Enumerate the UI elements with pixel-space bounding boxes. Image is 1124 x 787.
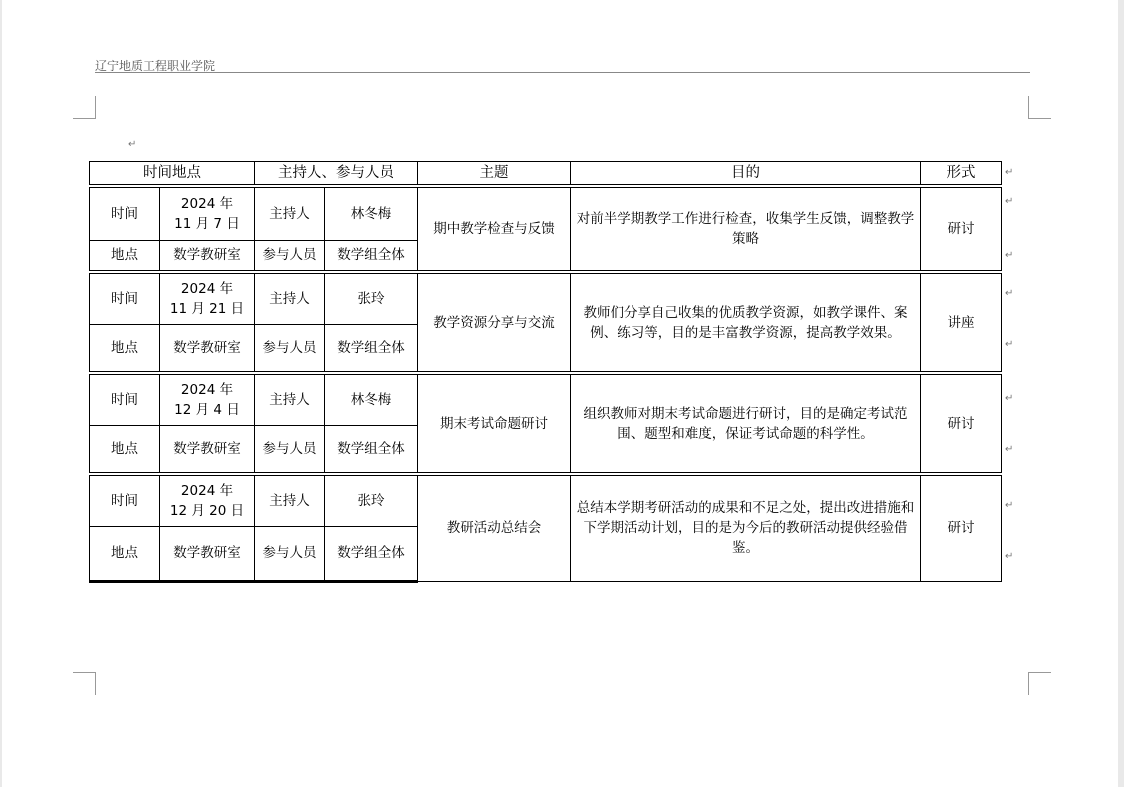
date-cell bbox=[160, 272, 255, 324]
host-name: 林冬梅 bbox=[325, 373, 418, 425]
place-name: 数学教研室 bbox=[160, 240, 255, 272]
table-row bbox=[90, 474, 1002, 526]
topic-cell: 期末考试命题研讨 bbox=[418, 373, 571, 474]
date-year: 2024 年 bbox=[180, 195, 234, 212]
crop-mark-bottom-right bbox=[1028, 672, 1051, 695]
column-header: 目的 bbox=[571, 162, 921, 187]
paragraph-mark-icon: ↵ bbox=[1005, 500, 1014, 511]
participants-label: 参与人员 bbox=[255, 240, 325, 272]
participants-name: 数学组全体 bbox=[325, 324, 418, 373]
host-label: 主持人 bbox=[255, 474, 325, 526]
format-cell: 研讨 bbox=[921, 474, 1002, 581]
table-row bbox=[90, 186, 1002, 240]
paragraph-mark-icon: ↵ bbox=[1005, 444, 1014, 455]
purpose-cell: 对前半学期教学工作进行检查，收集学生反馈，调整教学策略 bbox=[571, 186, 921, 272]
place-name: 数学教研室 bbox=[160, 324, 255, 373]
paragraph-mark-icon: ↵ bbox=[1005, 196, 1014, 207]
document-page bbox=[2, 0, 1118, 787]
host-label: 主持人 bbox=[255, 373, 325, 425]
place-label: 地点 bbox=[90, 425, 160, 474]
date-day: 11 月 7 日 bbox=[174, 215, 240, 232]
purpose-cell: 组织教师对期末考试命题进行研讨，目的是确定考试范围、题型和难度，保证考试命题的科学性。 bbox=[571, 373, 921, 474]
date-cell bbox=[160, 373, 255, 425]
date-year: 2024 年 bbox=[180, 280, 234, 297]
column-header: 形式 bbox=[921, 162, 1002, 187]
column-header: 主持人、参与人员 bbox=[255, 162, 418, 187]
date-day: 12 月 20 日 bbox=[169, 502, 245, 519]
paragraph-mark-icon: ↵ bbox=[1005, 288, 1014, 299]
participants-label: 参与人员 bbox=[255, 425, 325, 474]
date-day: 12 月 4 日 bbox=[174, 401, 240, 418]
table-row bbox=[90, 373, 1002, 425]
topic-cell: 教研活动总结会 bbox=[418, 474, 571, 581]
time-label: 时间 bbox=[90, 272, 160, 324]
table-row bbox=[90, 272, 1002, 324]
topic-cell: 期中教学检查与反馈 bbox=[418, 186, 571, 272]
page-header: 辽宁地质工程职业学院 bbox=[95, 59, 216, 73]
date-year: 2024 年 bbox=[180, 482, 234, 499]
host-label: 主持人 bbox=[255, 186, 325, 240]
paragraph-mark-icon: ↵ bbox=[1005, 339, 1014, 350]
crop-mark-top-right bbox=[1028, 96, 1051, 119]
time-label: 时间 bbox=[90, 474, 160, 526]
place-name: 数学教研室 bbox=[160, 526, 255, 581]
format-cell: 研讨 bbox=[921, 186, 1002, 272]
format-cell: 研讨 bbox=[921, 373, 1002, 474]
host-name: 张玲 bbox=[325, 474, 418, 526]
column-header: 主题 bbox=[418, 162, 571, 187]
place-label: 地点 bbox=[90, 240, 160, 272]
paragraph-mark-icon: ↵ bbox=[1005, 551, 1014, 562]
topic-cell: 教学资源分享与交流 bbox=[418, 272, 571, 373]
place-label: 地点 bbox=[90, 526, 160, 581]
participants-label: 参与人员 bbox=[255, 324, 325, 373]
time-label: 时间 bbox=[90, 373, 160, 425]
paragraph-mark-icon: ↵ bbox=[128, 139, 137, 150]
table-header-row bbox=[90, 162, 1002, 187]
place-label: 地点 bbox=[90, 324, 160, 373]
header-rule bbox=[95, 72, 1030, 73]
host-name: 林冬梅 bbox=[325, 186, 418, 240]
purpose-cell: 教师们分享自己收集的优质教学资源，如教学课件、案例、练习等，目的是丰富教学资源，提高教学效果。 bbox=[571, 272, 921, 373]
format-cell: 讲座 bbox=[921, 272, 1002, 373]
paragraph-mark-icon: ↵ bbox=[1005, 393, 1014, 404]
paragraph-mark-icon: ↵ bbox=[1005, 250, 1014, 261]
host-name: 张玲 bbox=[325, 272, 418, 324]
host-label: 主持人 bbox=[255, 272, 325, 324]
date-year: 2024 年 bbox=[180, 381, 234, 398]
date-cell bbox=[160, 474, 255, 526]
time-label: 时间 bbox=[90, 186, 160, 240]
schedule-table bbox=[89, 161, 1002, 583]
participants-label: 参与人员 bbox=[255, 526, 325, 581]
date-cell bbox=[160, 186, 255, 240]
place-name: 数学教研室 bbox=[160, 425, 255, 474]
date-day: 11 月 21 日 bbox=[169, 300, 245, 317]
participants-name: 数学组全体 bbox=[325, 240, 418, 272]
paragraph-mark-icon: ↵ bbox=[1005, 167, 1014, 178]
crop-mark-top-left bbox=[73, 96, 96, 119]
participants-name: 数学组全体 bbox=[325, 425, 418, 474]
column-header: 时间地点 bbox=[90, 162, 255, 187]
crop-mark-bottom-left bbox=[73, 672, 96, 695]
participants-name: 数学组全体 bbox=[325, 526, 418, 581]
purpose-cell: 总结本学期考研活动的成果和不足之处，提出改进措施和下学期活动计划，目的是为今后的教研活动提供经验借鉴。 bbox=[571, 474, 921, 581]
